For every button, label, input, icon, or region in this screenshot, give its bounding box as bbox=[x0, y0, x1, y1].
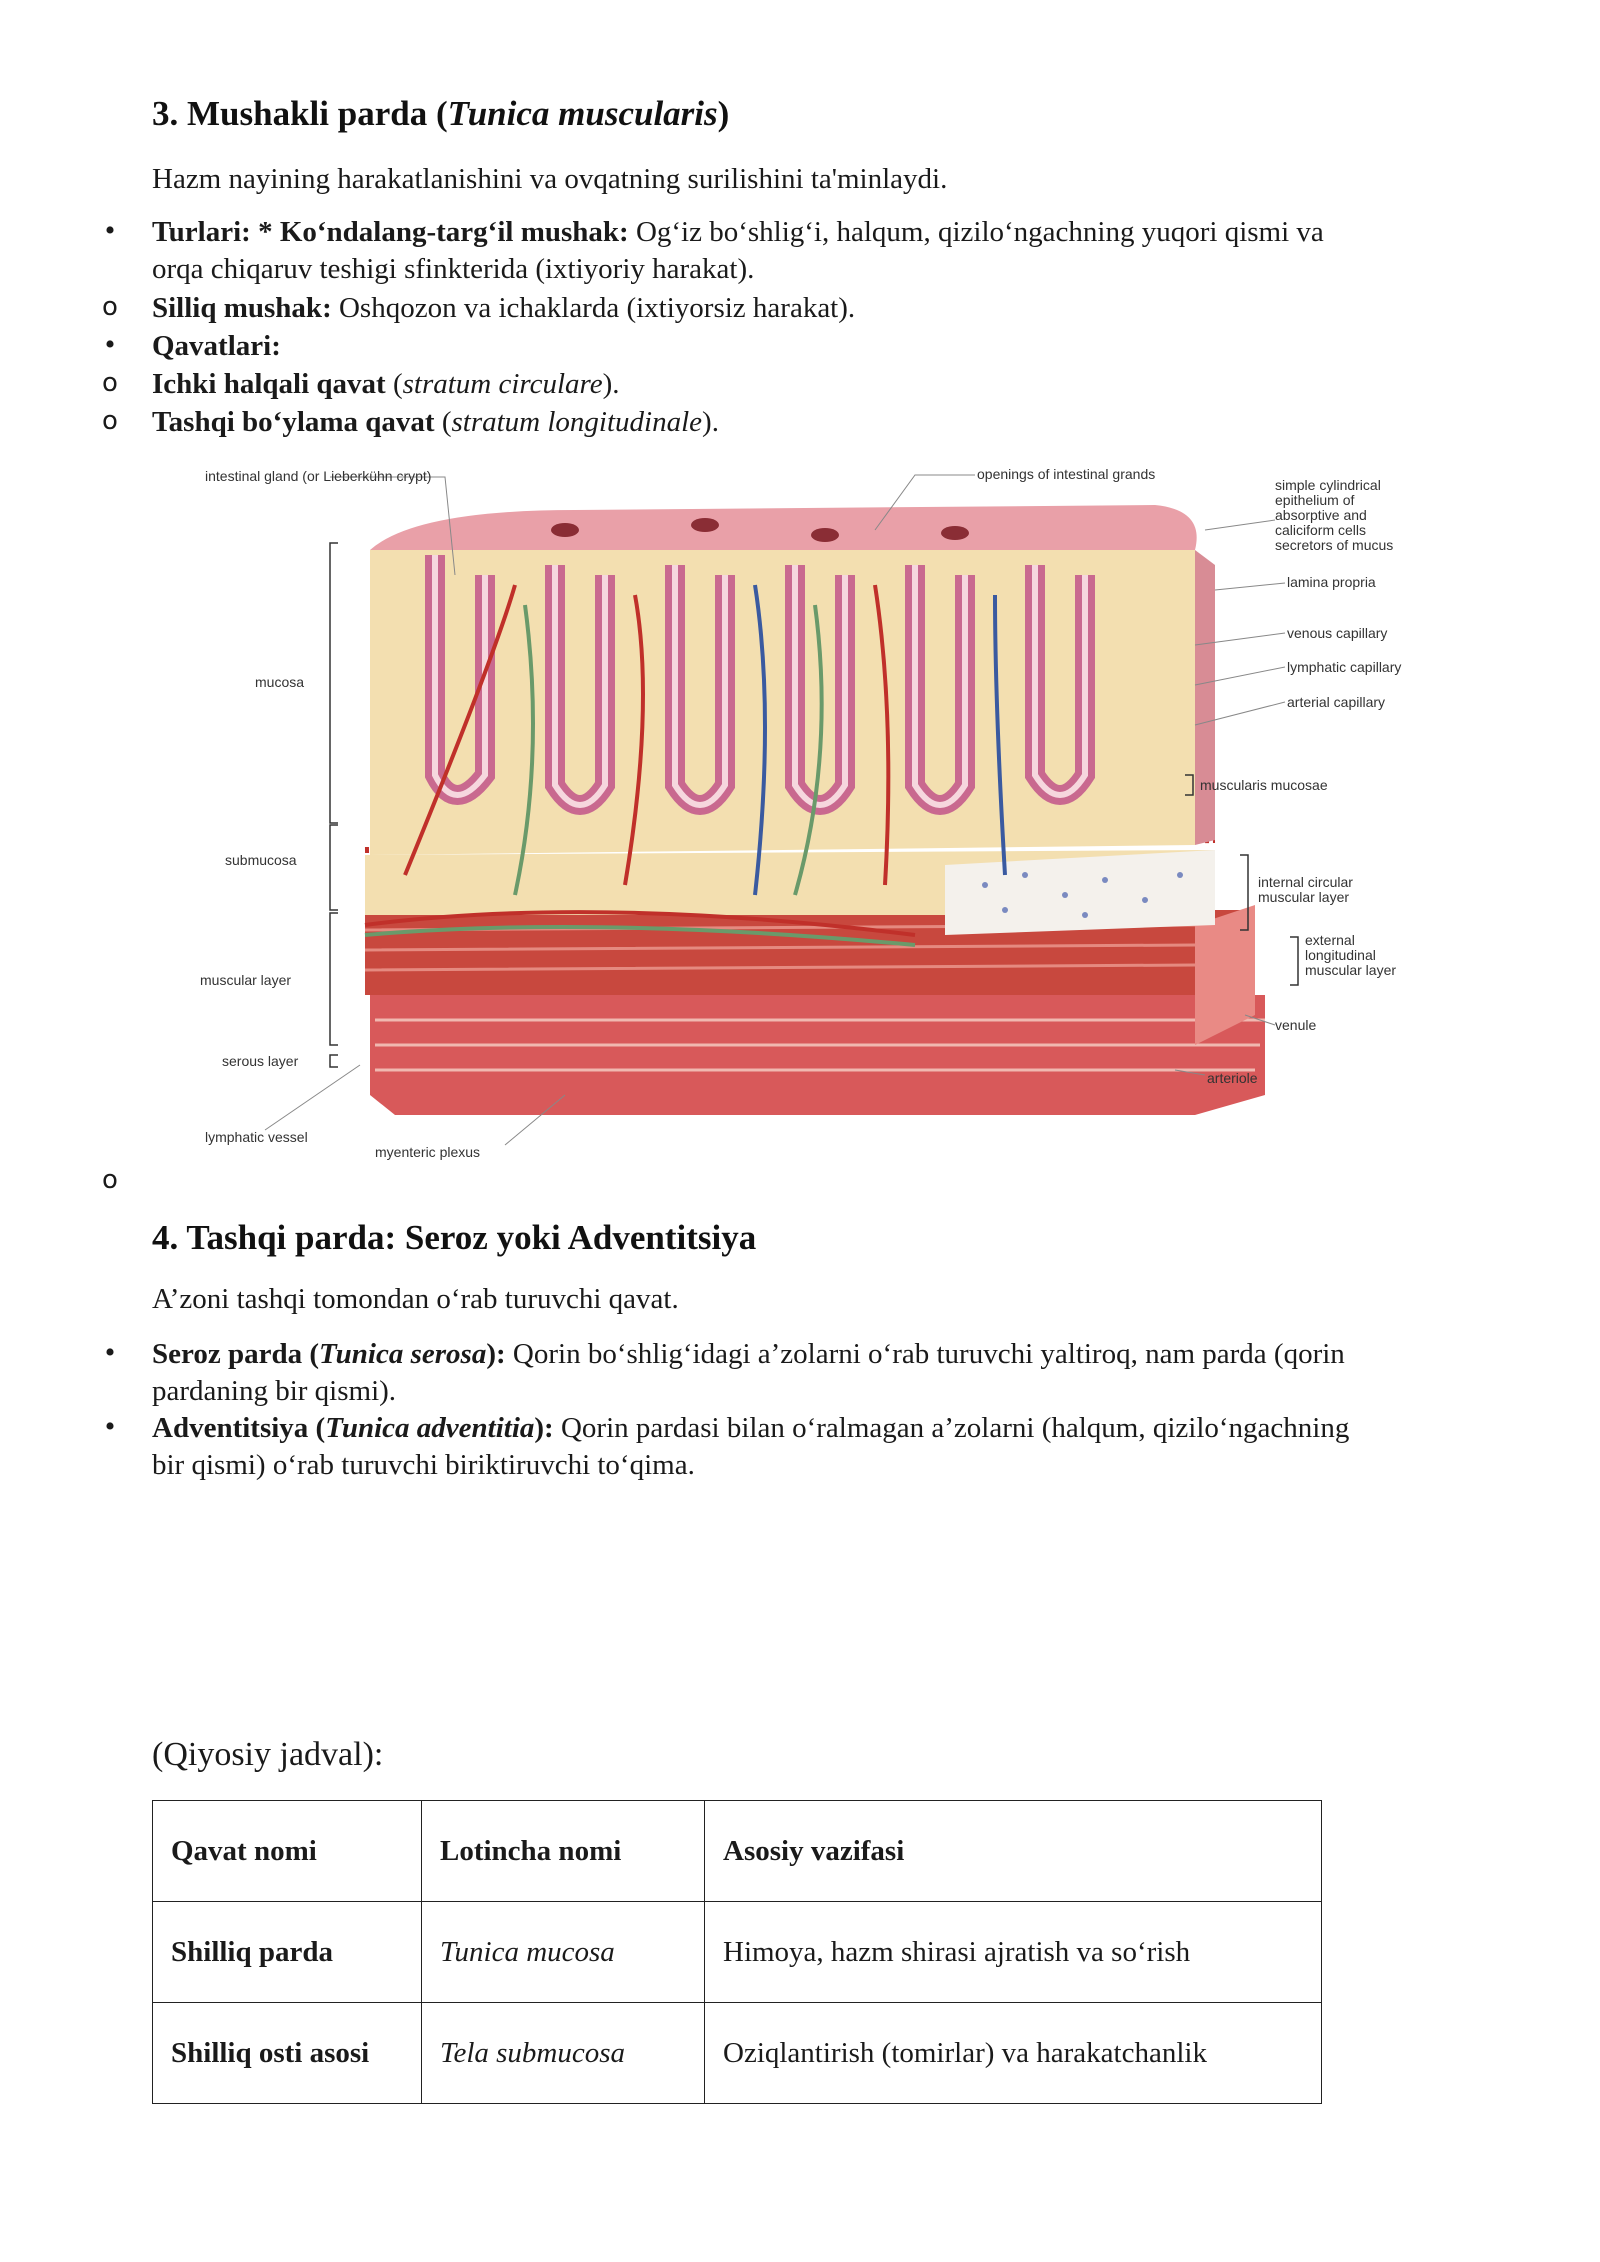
table-cell: Shilliq parda bbox=[153, 1902, 422, 2003]
label-mucosa: mucosa bbox=[255, 674, 305, 690]
serous-muscle-slab bbox=[370, 995, 1265, 1115]
label-openings: openings of intestinal grands bbox=[977, 466, 1156, 482]
label-internal-circular: internal circular bbox=[1258, 874, 1353, 890]
header-cell: Lotincha nomi bbox=[422, 1801, 705, 1902]
label-lymphatic-capillary: lymphatic capillary bbox=[1287, 659, 1402, 675]
label-submucosa: submucosa bbox=[225, 852, 297, 868]
section3-intro: Hazm nayining harakatlanishini va ovqatning surilishini ta'minlaydi. bbox=[152, 163, 948, 195]
table-cell: Tela submucosa bbox=[422, 2003, 705, 2104]
section4-heading: 4. Tashqi parda: Seroz yoki Adventitsiya bbox=[152, 1218, 757, 1257]
bullet-circle bbox=[100, 290, 120, 323]
label-muscularis-mucosae: muscularis mucosae bbox=[1200, 777, 1328, 793]
label-myenteric-plexus: myenteric plexus bbox=[375, 1144, 481, 1160]
label-intestinal-gland: intestinal gland (or Lieberkühn crypt) bbox=[205, 468, 432, 484]
list-item: Ichki halqali qavat (stratum circulare). bbox=[152, 368, 620, 400]
label-arterial-capillary: arterial capillary bbox=[1287, 694, 1386, 710]
bullet-circle bbox=[100, 366, 120, 399]
table-row bbox=[153, 1902, 1322, 2003]
mucosa-surface bbox=[370, 505, 1197, 550]
label-simple-epithelium: epithelium of bbox=[1275, 492, 1355, 508]
label-external-longitudinal: longitudinal bbox=[1305, 947, 1376, 963]
table-cell: Oziqlantirish (tomirlar) va harakatchanlik bbox=[705, 2003, 1322, 2104]
list-item: Adventitsiya (Tunica adventitia): Qorin pardasi bilan o‘ralmagan a’zolarni (halqum, qizilo‘ngachning bir qismi) o‘rab turuvchi biriktiruvchi to‘qima. bbox=[152, 1412, 1350, 1481]
table-cell: Tunica mucosa bbox=[422, 1902, 705, 2003]
bullet-dot bbox=[100, 214, 120, 248]
list-item: Silliq mushak: Oshqozon va ichaklarda (ixtiyorsiz harakat). bbox=[152, 292, 856, 324]
bullet-dot bbox=[100, 328, 120, 362]
label-external-longitudinal: muscular layer bbox=[1305, 962, 1397, 978]
bullet-dot bbox=[100, 1410, 120, 1444]
list-item: Seroz parda (Tunica serosa): Qorin bo‘shlig‘idagi a’zolarni o‘rab turuvchi yaltiroq, nam parda (qorin pardaning bir qismi). bbox=[152, 1338, 1345, 1407]
bullet-circle bbox=[100, 404, 120, 437]
label-arteriole: arteriole bbox=[1207, 1070, 1258, 1086]
table-caption: (Qiyosiy jadval): bbox=[152, 1736, 384, 1773]
orphan-bullet: o bbox=[102, 1165, 118, 1195]
label-muscular-layer: muscular layer bbox=[200, 972, 292, 988]
table-cell: Himoya, hazm shirasi ajratish va so‘rish bbox=[705, 1902, 1322, 2003]
label-external-longitudinal: external bbox=[1305, 932, 1355, 948]
label-simple-epithelium: absorptive and bbox=[1275, 507, 1367, 523]
bullet-dot bbox=[100, 1336, 120, 1370]
list-item: Turlari: * Ko‘ndalang-targ‘il mushak: Og‘iz bo‘shlig‘i, halqum, qizilo‘ngachning yuqori qismi va orqa chiqaruv teshigi sfinkterida (ixtiyoriy harakat). bbox=[152, 216, 1324, 285]
label-serous-layer: serous layer bbox=[222, 1053, 299, 1069]
label-simple-epithelium: simple cylindrical bbox=[1275, 477, 1381, 493]
label-simple-epithelium: caliciform cells bbox=[1275, 522, 1367, 538]
label-lymphatic-vessel: lymphatic vessel bbox=[205, 1129, 308, 1145]
section3-heading: 3. Mushakli parda (Tunica muscularis) bbox=[152, 94, 730, 133]
label-internal-circular: muscular layer bbox=[1258, 889, 1350, 905]
comparison-table bbox=[152, 1800, 1322, 2104]
label-venule: venule bbox=[1275, 1017, 1317, 1033]
intestinal-wall-illustration bbox=[195, 455, 1465, 1175]
list-item: Tashqi bo‘ylama qavat (stratum longitudinale). bbox=[152, 406, 719, 438]
list-item: Qavatlari: bbox=[152, 330, 281, 362]
header-cell: Qavat nomi bbox=[153, 1801, 422, 1902]
table-header-row bbox=[153, 1801, 1322, 1902]
table-row bbox=[153, 2003, 1322, 2104]
section4-intro: A’zoni tashqi tomondan o‘rab turuvchi qavat. bbox=[152, 1283, 679, 1315]
label-lamina-propria: lamina propria bbox=[1287, 574, 1376, 590]
label-venous-capillary: venous capillary bbox=[1287, 625, 1388, 641]
header-cell: Asosiy vazifasi bbox=[705, 1801, 1322, 1902]
intestinal-wall-diagram bbox=[195, 455, 1465, 1175]
label-simple-epithelium: secretors of mucus bbox=[1275, 537, 1394, 553]
table-cell: Shilliq osti asosi bbox=[153, 2003, 422, 2104]
